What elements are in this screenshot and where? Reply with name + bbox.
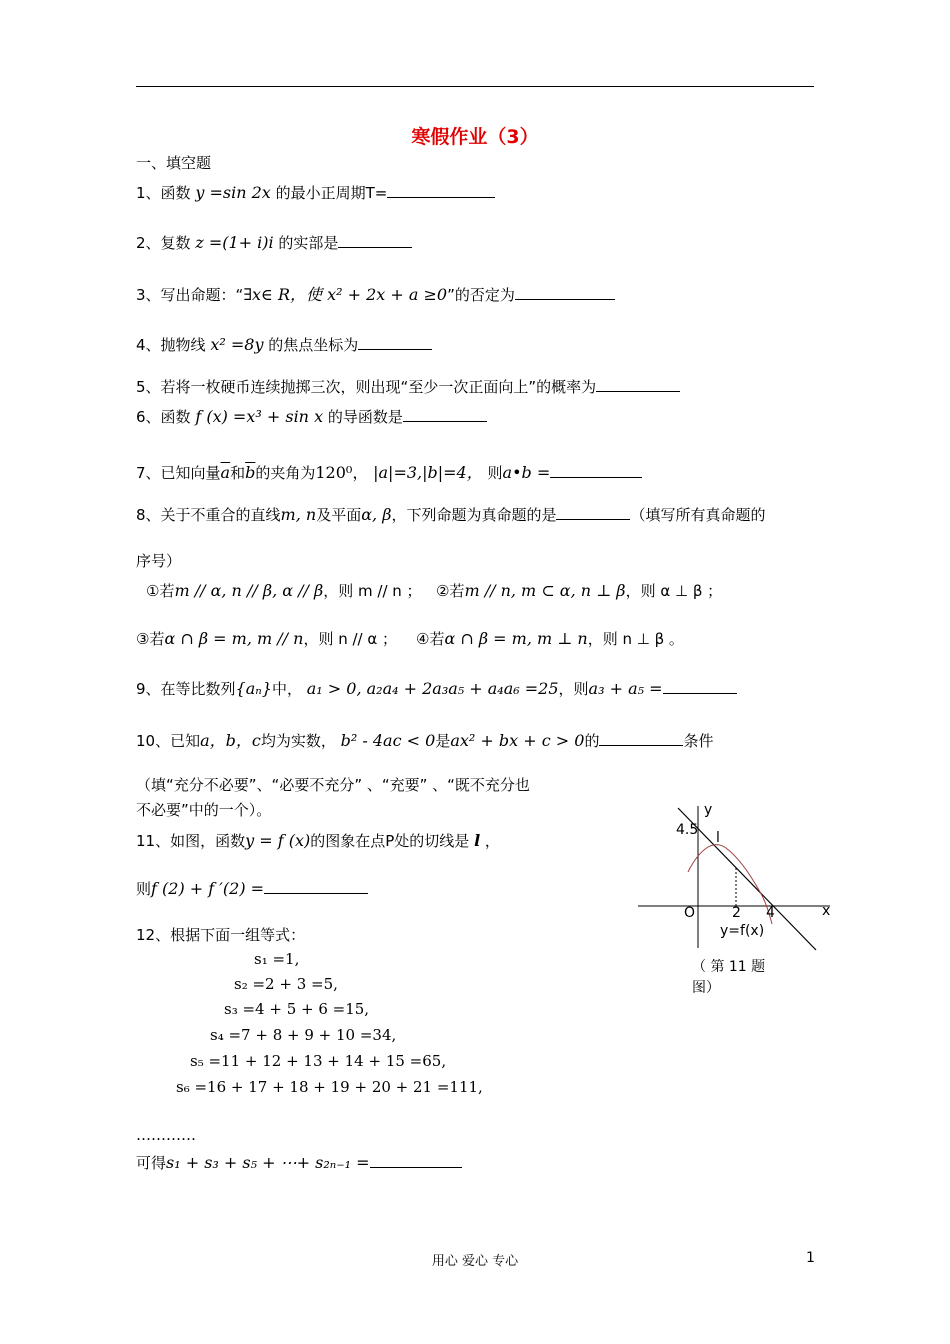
equation-s5: s₅ =11 + 12 + 13 + 14 + 15 =65, [190,1052,447,1070]
fig-x-label: x [822,903,831,919]
q10-vars: a，b，c [200,731,261,750]
q8-answer-blank[interactable] [556,505,630,520]
q6-answer-blank[interactable] [403,407,487,422]
q10-note-2: 不必要”中的一个）。 [136,801,272,819]
function-curve [688,845,772,924]
q6-math: f (x) =x³ + sin x [195,407,324,426]
q9-then: ，则 [558,680,589,698]
q3-math: ∃x∈ R，使 x² + 2x + a ≥0 [243,285,448,304]
q8-planes: α, β [361,505,392,524]
q12-result-label: 可得 [136,1154,167,1172]
fig-curve-label: y=f(x) [720,923,765,939]
q11-mid: 的图象在点P处的切线是 [310,832,470,850]
q7-angle: 120⁰， [315,463,369,482]
section-heading: 一、填空题 [136,154,212,172]
q1-answer-blank[interactable] [387,183,495,198]
q8-note-cont: 序号） [136,552,182,570]
q7-norms: |a|=3,|b|=4， [373,463,483,482]
question-11 [136,830,500,851]
q12-result-math: s₁ + s₃ + s₅ + ⋯+ s₂ₙ₋₁ = [166,1153,370,1172]
q1-math: y =sin 2x [195,183,271,202]
q4-tail: 的焦点坐标为 [268,336,359,354]
equation-s1: s₁ =1, [254,950,300,968]
equation-s6: s₆ =16 + 17 + 18 + 19 + 20 + 21 =111, [176,1078,483,1096]
q11-end: ， [484,832,500,850]
q8-opt1-num: ①若 [146,582,175,600]
q8-label: 8、关于不重合的直线 [136,506,281,524]
q2-tail: 的实部是 [278,234,339,252]
fig-caption-1: （ 第 11 题 [692,959,766,975]
q8-option-1 [146,580,422,601]
question-8 [136,504,765,525]
q8-opt3-num: ③若 [136,630,165,648]
fig-caption-2: 图） [692,980,720,996]
fig-line-label: l [716,830,720,846]
q2-math: z =(1+ i)i [195,233,274,252]
q11-ask: f (2) + f ′(2) = [151,879,265,898]
q9-ask: a₃ + a₅ = [588,679,663,698]
question-1 [136,182,495,203]
q10-cond: b² - 4ac < 0 [340,731,436,750]
q11-then: 则 [136,880,152,898]
q8-planes-label: 及平面 [316,506,362,524]
q3-label: 3、写出命题：“ [136,286,244,304]
question-4 [136,334,432,355]
q7-then: 则 [487,464,503,482]
q8-opt3-math: α ∩ β = m, m // n [164,629,304,648]
fig-y-intercept: 4.5 [676,822,699,838]
equation-s2: s₂ =2 + 3 =5, [234,975,338,993]
question-12: 12、根据下面一组等式： [136,926,306,944]
q9-seq: {aₙ} [235,679,272,698]
footer-motto: 用心 爱心 专心 [431,1254,519,1269]
question-5 [136,376,680,397]
q9-cond: a₁ > 0, a₂a₄ + 2a₃a₅ + a₄a₆ =25 [306,679,559,698]
q8-opt4-math: α ∩ β = m, m ⊥ n [444,629,588,648]
ellipsis: ………… [136,1126,196,1144]
question-2 [136,232,412,253]
q9-label: 9、在等比数列 [136,680,236,698]
q4-answer-blank[interactable] [358,335,432,350]
q11-label: 11、如图，函数 [136,832,246,850]
q7-label: 7、已知向量 [136,464,221,482]
fig-origin: O [684,905,696,921]
q4-label: 4、抛物线 [136,336,206,354]
q10-is: 是 [435,732,451,750]
q12-result [136,1152,462,1173]
q11-math: y = f (x) [245,831,311,850]
q1-label: 1、函数 [136,184,191,202]
q8-opt4-num: ④若 [416,630,445,648]
q8-opt2-num: ②若 [436,582,465,600]
q8-note: （填写所有真命题的 [630,506,766,524]
fig-tick-2: 2 [732,905,741,921]
q7-and: 和 [230,464,246,482]
q5-answer-blank[interactable] [596,377,680,392]
q8-opt4-concl: ，则 n ⊥ β 。 [587,630,684,648]
q10-cond2: ax² + bx + c > 0 [450,731,585,750]
question-3 [136,282,615,305]
q7-vector-b: $\overline{b}$ [245,463,256,482]
header-rule [136,86,814,87]
q5-text: 5、若将一枚硬币连续抛掷三次，则出现“至少一次正面向上”的概率为 [136,378,597,396]
q8-option-3 [136,628,397,649]
q8-opt1-math: m // α, n // β, α // β [174,581,324,600]
q11-question [136,878,368,899]
q9-mid: 中， [271,680,302,698]
q8-option-2 [436,580,722,601]
q8-opt3-concl: ，则 n // α ； [303,630,398,648]
question-9 [136,678,737,699]
q1-tail: 的最小正周期T= [275,184,388,202]
q10-note-1: （填“充分不必要”、“必要不充分” 、“充要” 、“既不充分也 [136,776,530,794]
q3-answer-blank[interactable] [515,285,615,300]
question-6 [136,406,487,427]
fig-y-label: y [704,802,713,818]
q8-lines: m, n [280,505,317,524]
q8-opt1-concl: ，则 m // n ； [323,582,422,600]
q10-mid: 均为实数， [260,732,336,750]
q11-answer-blank[interactable] [264,879,368,894]
equation-s4: s₄ =7 + 8 + 9 + 10 =34, [210,1026,397,1044]
q10-answer-blank[interactable] [599,731,683,746]
q4-math: x² =8y [210,335,264,354]
q10-label: 10、已知 [136,732,201,750]
q7-answer-blank[interactable] [550,463,642,478]
q12-answer-blank[interactable] [370,1153,462,1168]
q7-dot: a•b = [502,463,551,482]
page-number: 1 [806,1250,815,1266]
q2-answer-blank[interactable] [338,233,412,248]
q6-tail: 的导函数是 [327,408,403,426]
q11-l: l [474,831,481,850]
q7-vector-a: $\overline{a}$ [220,463,231,482]
q8-opt2-math: m // n, m ⊂ α, n ⊥ β [464,581,626,600]
question-10 [136,728,713,751]
q6-label: 6、函数 [136,408,191,426]
q8-tail: ，下列命题为真命题的是 [391,506,557,524]
equation-s3: s₃ =4 + 5 + 6 =15, [224,1000,370,1018]
q8-option-4 [416,628,684,649]
fig-tick-4: 4 [766,905,775,921]
q10-tail: 条件 [683,732,714,750]
q9-answer-blank[interactable] [663,679,737,694]
q8-opt2-concl: ，则 α ⊥ β ； [625,582,723,600]
question-7 [136,460,642,483]
q10-de: 的 [584,732,600,750]
q2-label: 2、复数 [136,234,191,252]
page-title: 寒假作业（3） [411,126,539,148]
q7-mid: 的夹角为 [255,464,316,482]
q3-tail: ”的否定为 [447,286,515,304]
